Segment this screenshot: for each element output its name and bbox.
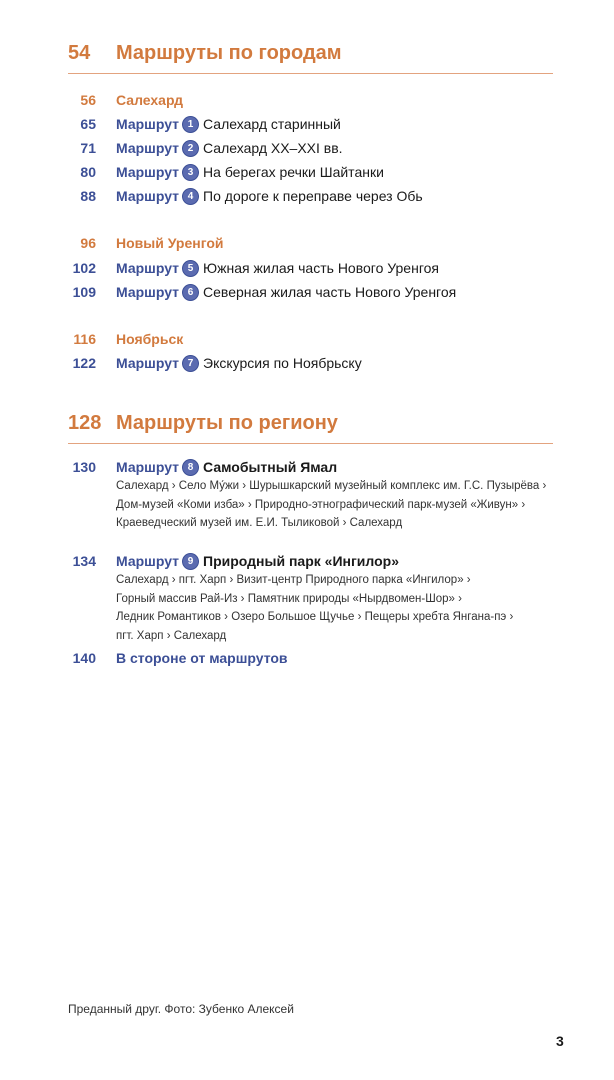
toc-page-number: 96 [80, 235, 96, 251]
photo-caption: Преданный друг. Фото: Зубенко Алексей [68, 1002, 294, 1016]
toc-city-row[interactable] [60, 233, 224, 253]
toc-city-row[interactable] [60, 90, 183, 110]
toc-page-number: 80 [80, 164, 96, 180]
route-number-badge: 6 [183, 285, 198, 300]
route-number-badge: 4 [183, 189, 198, 204]
toc-route-row[interactable] [60, 138, 343, 158]
toc-route-row[interactable] [60, 258, 439, 278]
toc-page-number: 88 [80, 188, 96, 204]
route-title: На берегах речки Шайтанки [203, 164, 384, 180]
route-label: Маршрут [116, 260, 180, 276]
route-title: Природный парк «Ингилор» [203, 553, 399, 569]
toc-city-name: Салехард [116, 92, 184, 108]
route-label: Маршрут [116, 355, 180, 371]
toc-route-row[interactable] [60, 162, 384, 182]
toc-route-row[interactable] [60, 457, 337, 477]
toc-city-name: Новый Уренгой [116, 235, 224, 251]
route-title: Салехард XX–XXI вв. [203, 140, 343, 156]
toc-page-number: 102 [72, 260, 96, 276]
route-path-line: Дом-музей «Коми изба» › Природно-этнографический парк-музей «Живун» › [116, 498, 526, 511]
route-label: Маршрут [116, 284, 180, 300]
route-path-line: Салехард › Село Му́жи › Шурышкарский музейный комплекс им. Г.С. Пузырёва › [116, 480, 547, 492]
page-number: 3 [556, 1033, 564, 1049]
toc-route-row[interactable] [60, 551, 399, 571]
toc-page-number: 109 [72, 284, 96, 300]
route-number-badge: 7 [183, 356, 198, 371]
route-path-line: пгт. Харп › Салехард [116, 629, 227, 642]
route-path-line: Горный массив Рай-Из › Памятник природы «Нырдвомен-Шор» › [116, 592, 462, 605]
section-page-number: 54 [68, 42, 91, 64]
route-label: Маршрут [116, 459, 180, 475]
section-page-number: 128 [68, 412, 102, 434]
toc-page-number: 65 [80, 116, 96, 132]
route-title: Самобытный Ямал [203, 459, 338, 475]
section-header-region [68, 412, 553, 444]
route-title: Северная жилая часть Нового Уренгоя [203, 284, 457, 300]
route-label: Маршрут [116, 188, 180, 204]
section-title: Маршруты по городам [116, 42, 342, 64]
section-title: Маршруты по региону [116, 412, 338, 434]
toc-city-name: Ноябрьск [116, 331, 184, 347]
route-path-line: Ледник Романтиков › Озеро Большое Щучье › Пещеры хребта Янгана-пэ › [116, 611, 514, 623]
route-number-badge: 9 [183, 554, 198, 569]
toc-route-row[interactable] [60, 353, 362, 373]
route-label: Маршрут [116, 116, 180, 132]
route-label: Маршрут [116, 553, 180, 569]
toc-page-number: 134 [72, 553, 96, 569]
toc-aside-row[interactable] [60, 648, 288, 668]
route-number-badge: 8 [183, 460, 198, 475]
toc-page-number: 140 [72, 650, 96, 666]
route-path [116, 477, 556, 533]
route-number-badge: 3 [183, 165, 198, 180]
route-path-line: Краеведческий музей им. Е.И. Тыликовой › Салехард [116, 517, 403, 529]
toc-route-row[interactable] [60, 186, 423, 206]
toc-route-row[interactable] [60, 282, 456, 302]
route-label: Маршрут [116, 164, 180, 180]
toc-route-row[interactable] [60, 114, 341, 134]
toc-page-number: 71 [80, 140, 96, 156]
aside-title: В стороне от маршрутов [116, 650, 288, 666]
toc-city-row[interactable] [60, 329, 183, 349]
toc-page-number: 130 [72, 459, 96, 475]
route-label: Маршрут [116, 140, 180, 156]
route-number-badge: 2 [183, 141, 198, 156]
route-title: Южная жилая часть Нового Уренгоя [203, 260, 439, 276]
toc-page-number: 116 [73, 331, 96, 347]
route-title: По дороге к переправе через Обь [203, 188, 423, 204]
route-title: Экскурсия по Ноябрьску [203, 355, 362, 371]
route-path-line: Салехард › пгт. Харп › Визит-центр Природного парка «Ингилор» › [116, 574, 471, 586]
route-number-badge: 5 [183, 261, 198, 276]
toc-page-number: 122 [72, 355, 96, 371]
section-header-cities [68, 42, 553, 74]
route-number-badge: 1 [183, 117, 198, 132]
route-title: Салехард старинный [203, 116, 341, 132]
route-path [116, 571, 556, 645]
toc-page-number: 56 [80, 92, 96, 108]
